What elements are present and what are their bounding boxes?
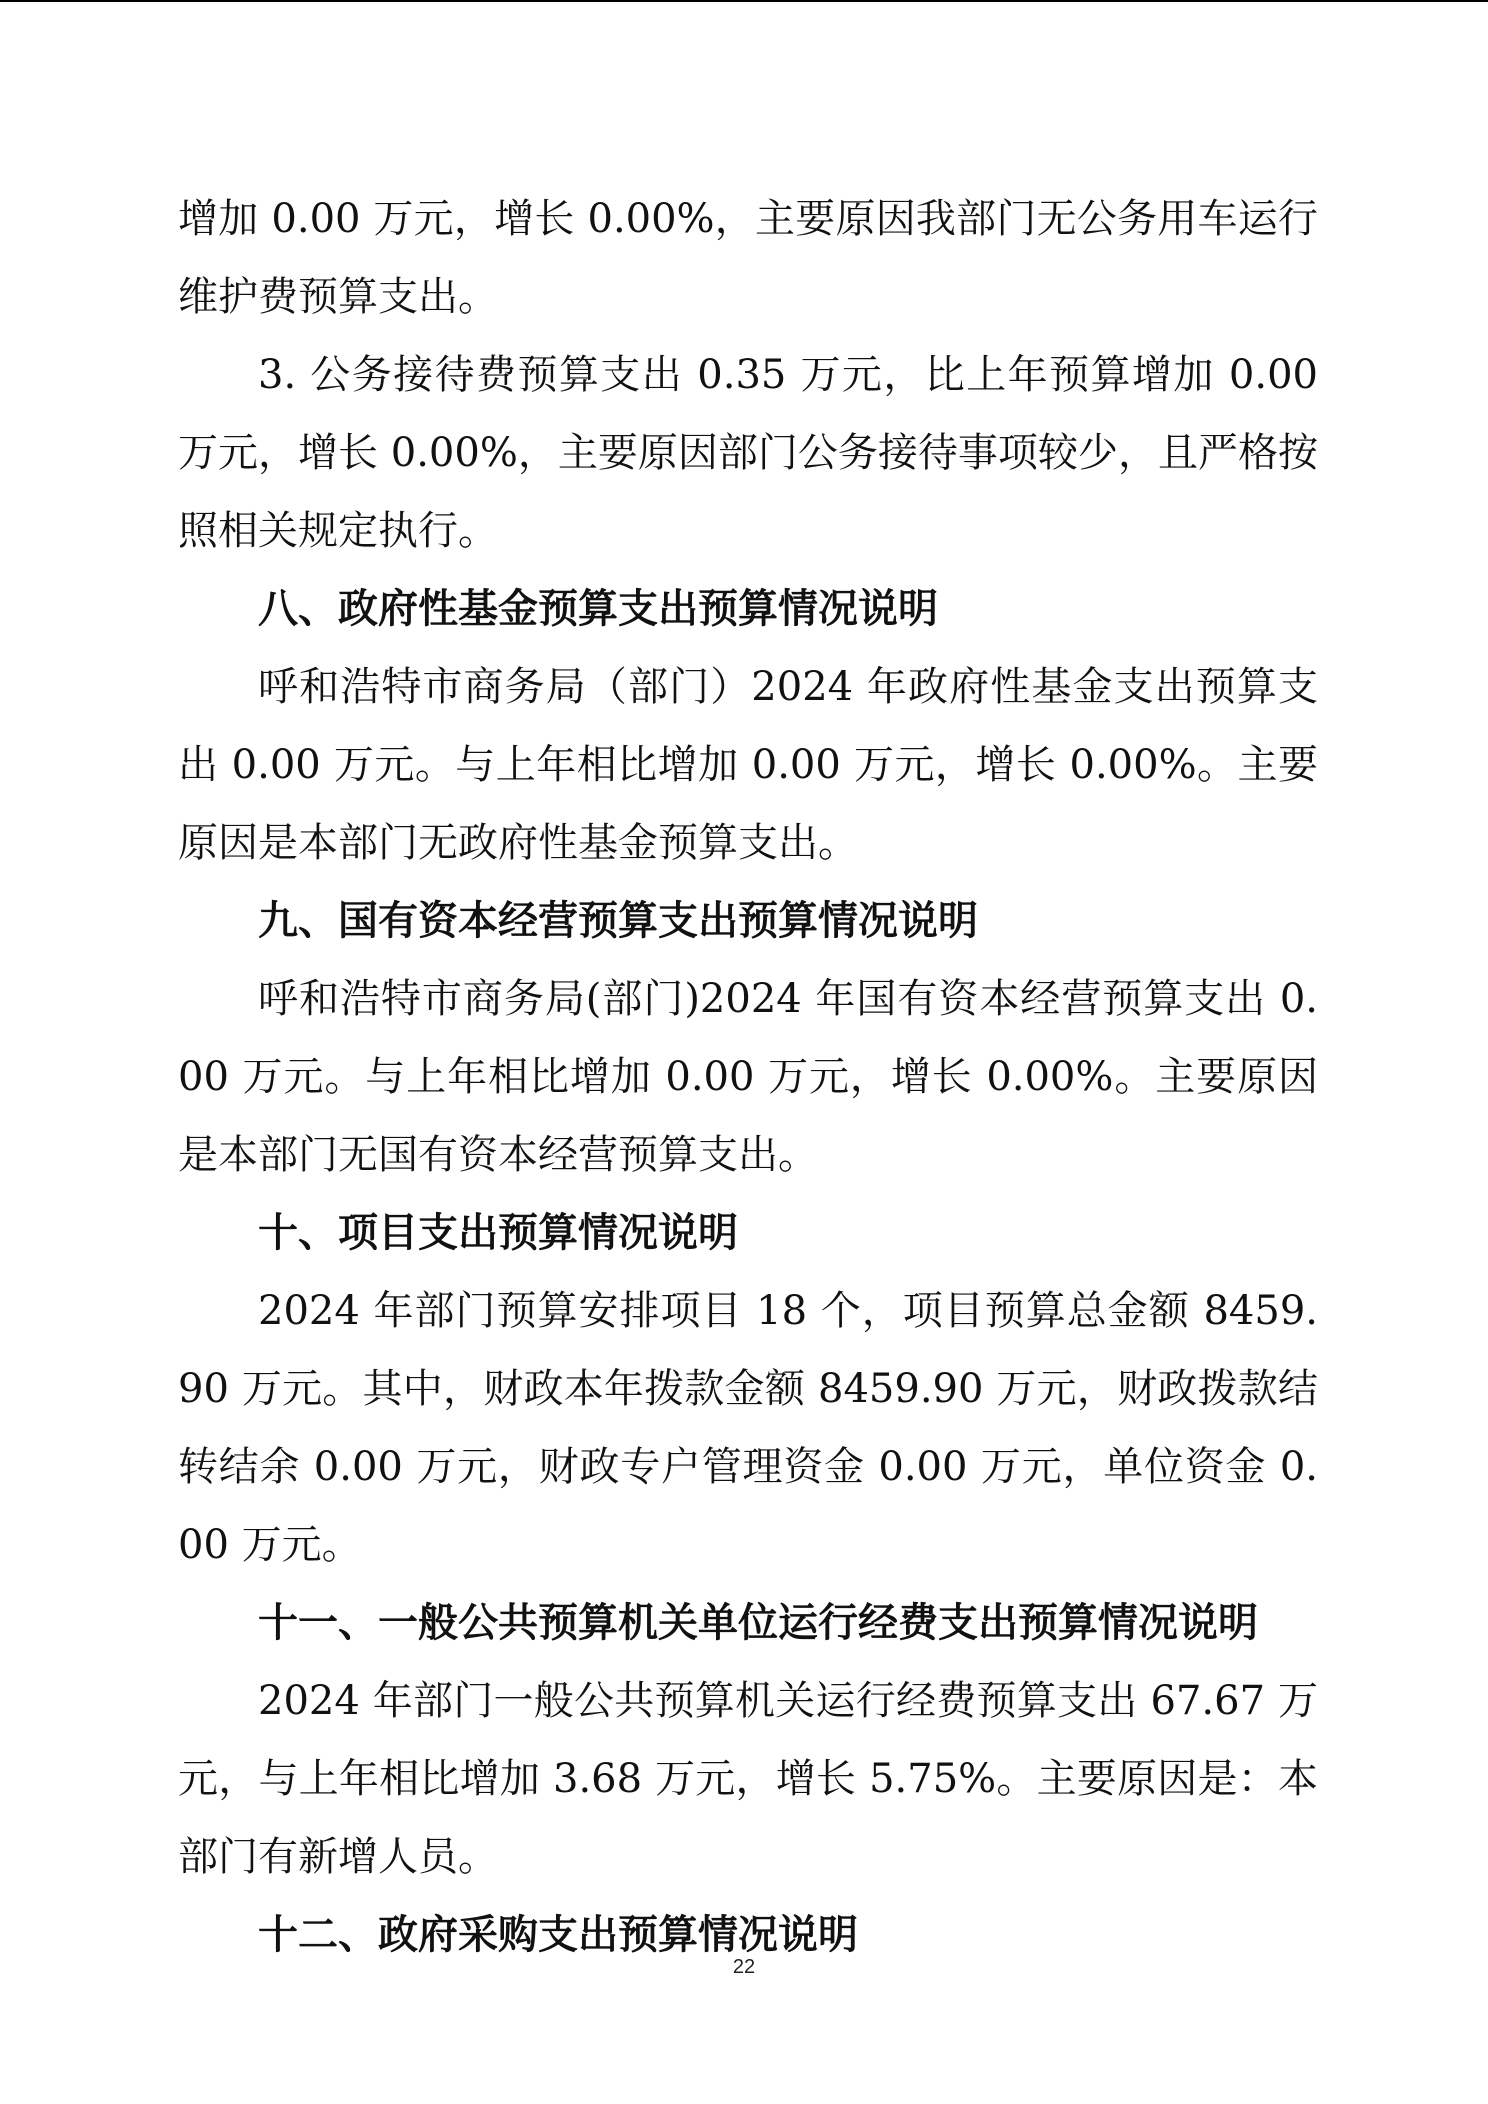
- paragraph-reception-expense: 3. 公务接待费预算支出 0.35 万元，比上年预算增加 0.00 万元，增长 0.00%，主要原因部门公务接待事项较少，且严格按照相关规定执行。: [178, 352, 1318, 554]
- section-heading-11: 十一、一般公共预算机关单位运行经费支出预算情况说明: [258, 1600, 1258, 1646]
- section-heading-10: 十、项目支出预算情况说明: [258, 1210, 738, 1256]
- page-number: 22: [732, 1956, 756, 1978]
- paragraph-project-expense: 2024 年部门预算安排项目 18 个，项目预算总金额 8459.90 万元。其中，财政本年拨款金额 8459.90 万元，财政拨款结转结余 0.00 万元，财政专户管理资金 0.00 万元，单位资金 0.00 万元。: [178, 1288, 1318, 1568]
- section-heading-9: 九、国有资本经营预算支出预算情况说明: [258, 898, 978, 944]
- section-heading-8: 八、政府性基金预算支出预算情况说明: [258, 586, 938, 632]
- paragraph-government-fund: 呼和浩特市商务局（部门）2024 年政府性基金支出预算支出 0.00 万元。与上年相比增加 0.00 万元，增长 0.00%。主要原因是本部门无政府性基金预算支出。: [178, 664, 1318, 866]
- paragraph-operating-expense: 2024 年部门一般公共预算机关运行经费预算支出 67.67 万元，与上年相比增加 3.68 万元，增长 5.75%。主要原因是：本部门有新增人员。: [178, 1678, 1318, 1880]
- paragraph-vehicle-maintenance-cont: 增加 0.00 万元，增长 0.00%，主要原因我部门无公务用车运行维护费预算支出。: [178, 196, 1318, 320]
- document-body: [178, 180, 1318, 1974]
- top-border-line: [0, 0, 1488, 2]
- section-heading-12: 十二、政府采购支出预算情况说明: [258, 1912, 858, 1958]
- paragraph-state-capital: 呼和浩特市商务局(部门)2024 年国有资本经营预算支出 0.00 万元。与上年相比增加 0.00 万元，增长 0.00%。主要原因是本部门无国有资本经营预算支出。: [178, 976, 1318, 1178]
